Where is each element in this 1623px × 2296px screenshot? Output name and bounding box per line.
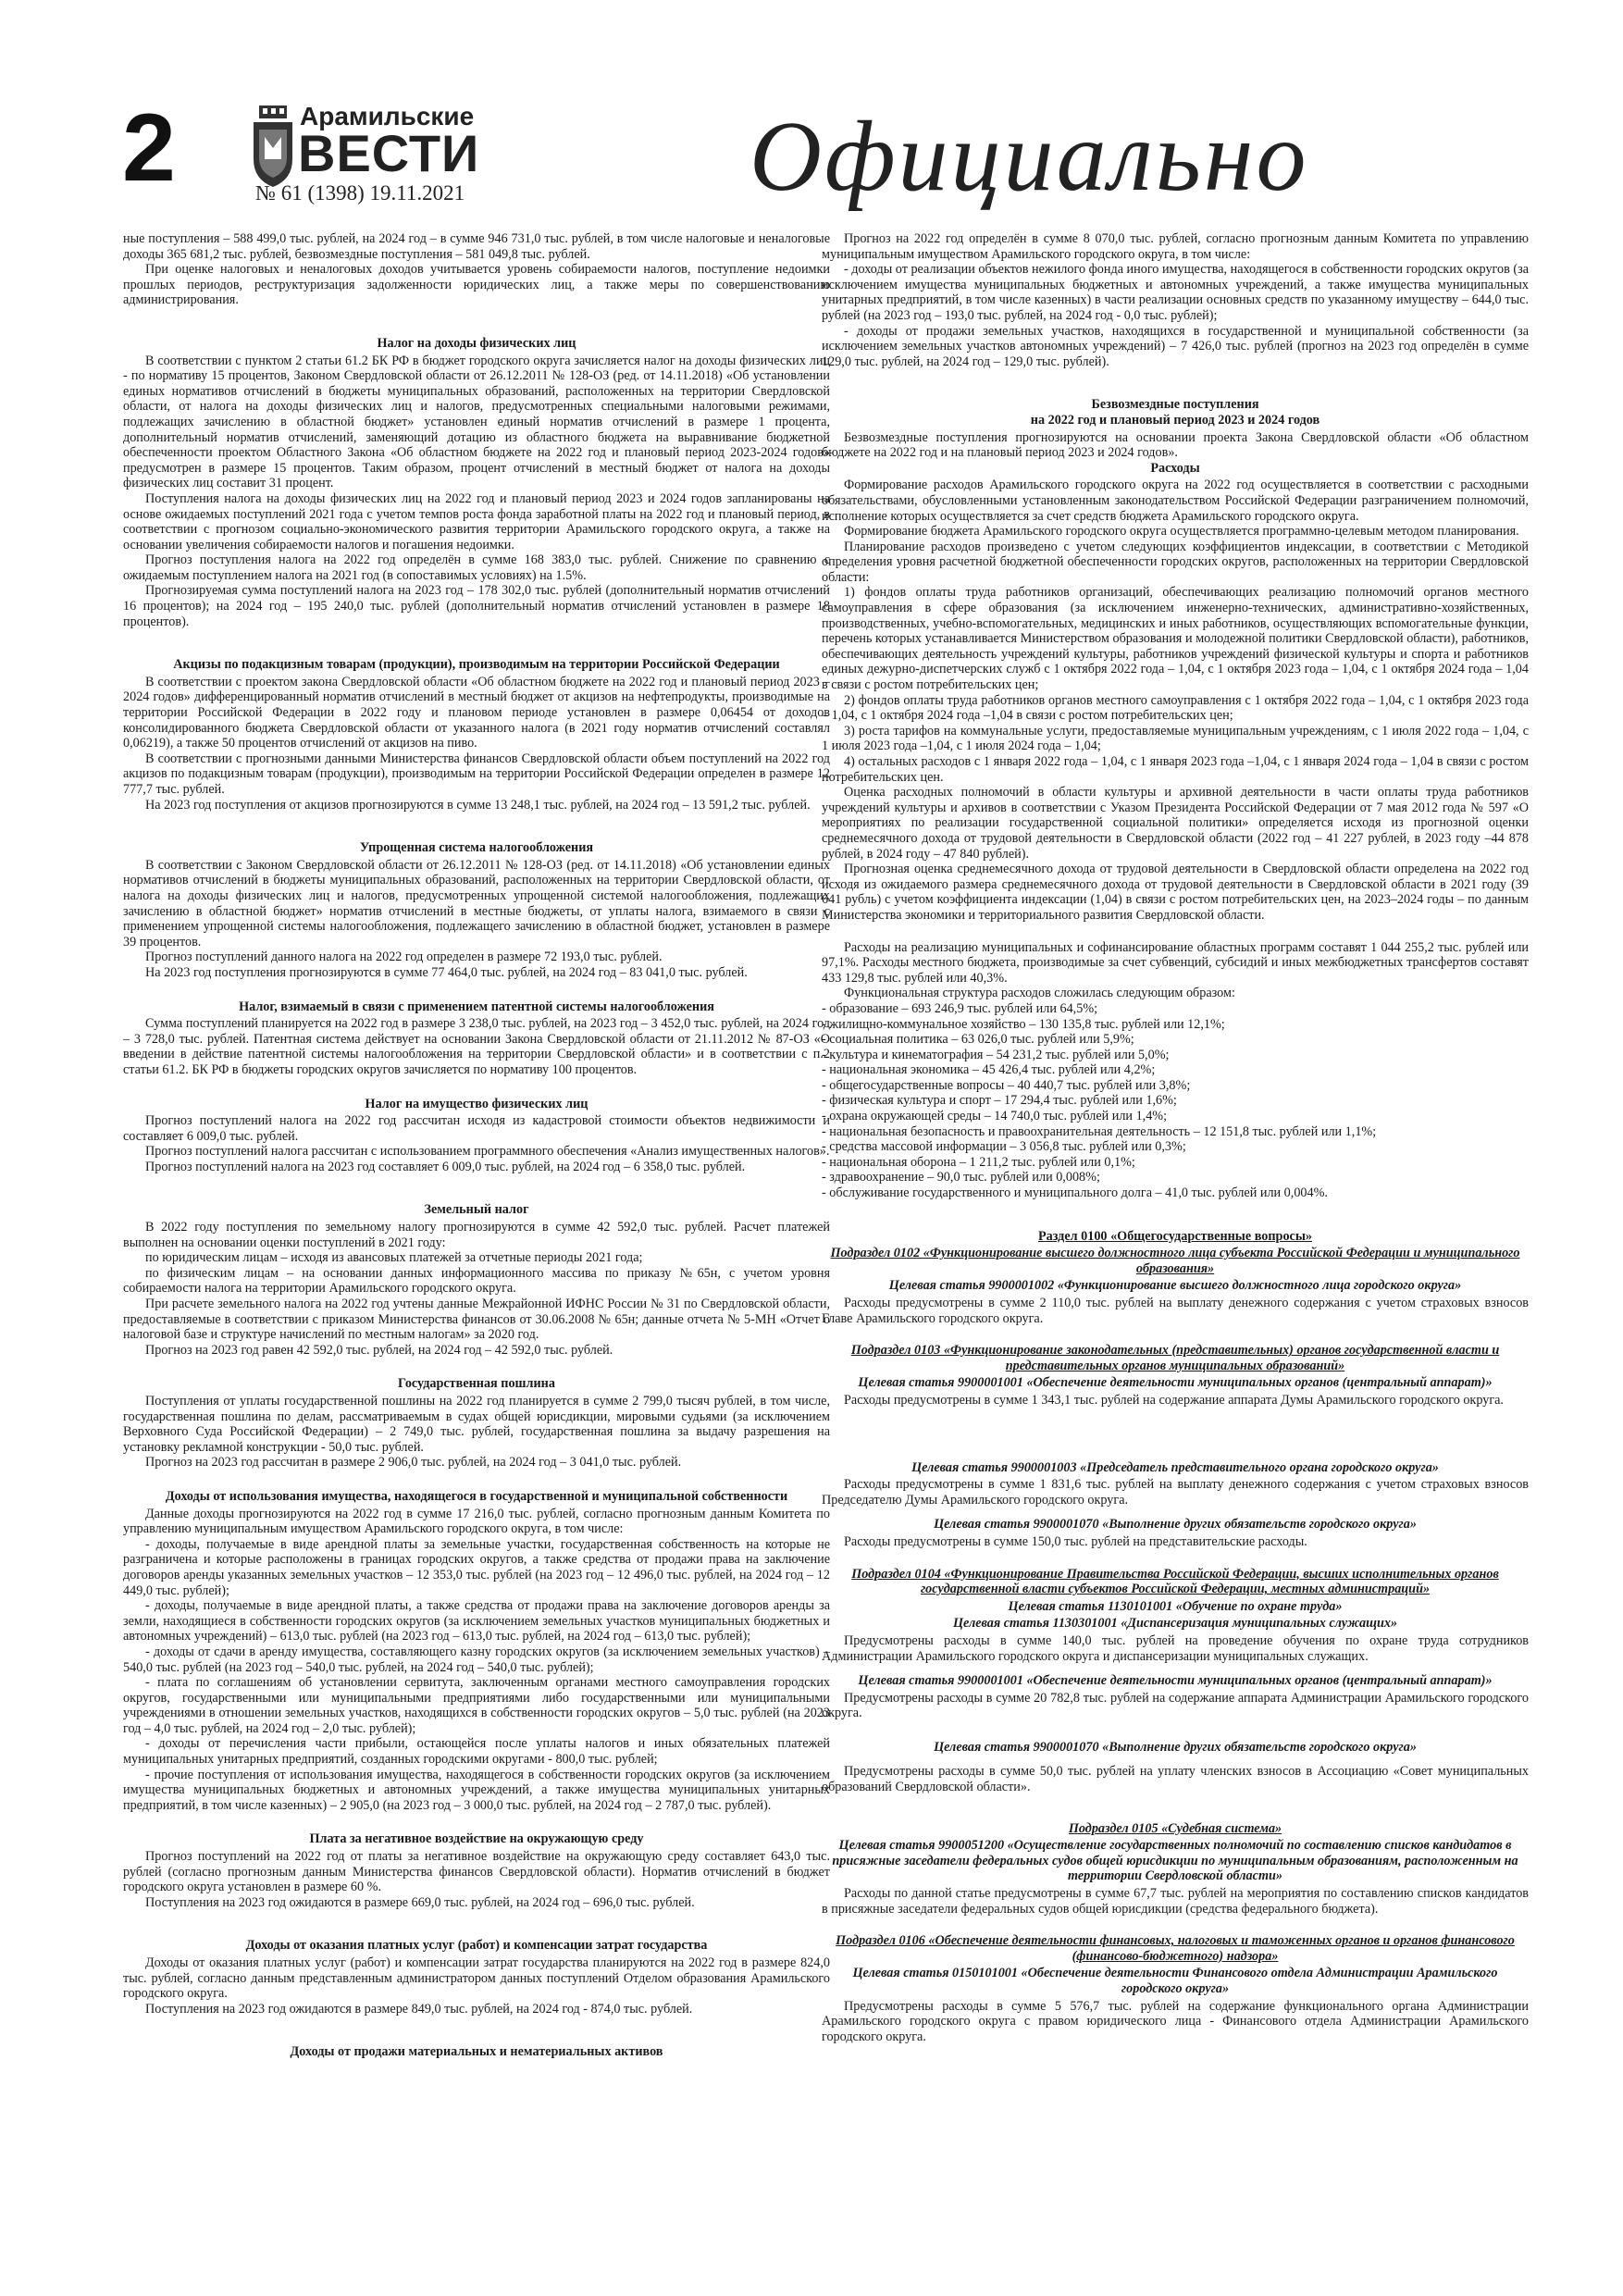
paragraph: - доходы, получаемые в виде арендной платы, а также средства от продажи права на заключение договоров аренды за земли, находящиеся в собственности городских округов (за исключением земельных участков муниципальных бюджетных и автономных учреждений) – 613,0 тыс. рублей (на 2023 год – 613,0 тыс. рублей, на 2024 год – 613,0 тыс. рублей); — [123, 1598, 830, 1644]
paragraph: - доходы от продажи земельных участков, находящихся в государственной и муниципальной собственности (за исключением земельных участков автономных учреждений) – 7 426,0 тыс. рублей (прогноз на 2023 год определён в сумме 129,0 тыс. рублей, на 2024 год – 129,0 тыс. рублей). — [822, 323, 1529, 369]
paragraph: Расходы на реализацию муниципальных и софинансирование областных программ составят 1 044 255,2 тыс. рублей или 97,1%. Расходы местного бюджета, производимые за счет субвенций, субсидий и иных межбюджетных трансфертов составят 433 129,8 тыс. рублей или 40,3%. — [822, 939, 1529, 986]
paragraph: Прогнозируемая сумма поступлений налога на 2023 год – 178 302,0 тыс. рублей (дополнительный норматив отчислений 16 процентов); на 2024 год – 195 240,0 тыс. рублей (дополнительный норматив отчислений установлен в размере 18 процентов). — [123, 583, 830, 629]
heading-celevaya-statya: Целевая статья 9900001001 «Обеспечение деятельности муниципальных органов (центральный аппарат)» — [858, 1673, 1493, 1689]
heading-celevaya-statya: Целевая статья 9900001003 «Председатель представительного органа городского округа» — [911, 1459, 1439, 1475]
list-item: - охрана окружающей среды – 14 740,0 тыс. рублей или 1,4%; — [822, 1109, 1168, 1124]
heading-podrazdel-0103: Подраздел 0103 «Функционирование законодательных (представительных) органов государственной власти и представительных органов муниципальных образований» — [850, 1343, 1500, 1373]
paragraph: Предусмотрены расходы в сумме 50,0 тыс. рублей на уплату членских взносов в Ассоциацию «Совет муниципальных образований Свердловской области». — [822, 1764, 1529, 1795]
heading-celevaya-statya: Целевая статья 9900001001 «Обеспечение деятельности муниципальных органов (центральный аппарат)» — [858, 1375, 1493, 1391]
paragraph: При оценке налоговых и неналоговых доходов учитывается уровень собираемости налогов, поступление недоимки прошлых периодов, реструктуризация задолженности юридических лиц, а также меры по совершенствованию администрирования. — [123, 262, 830, 308]
masthead — [0, 0, 1623, 231]
page-number: 2 — [122, 94, 176, 202]
paragraph: Предусмотрены расходы в сумме 140,0 тыс. рублей на проведение обучения по охране труда сотрудников Администрации Арамильского городского округа и диспансеризации муниципальных служащих. — [822, 1632, 1529, 1664]
heading-bezvozmezdnye: Безвозмездные поступления — [1091, 397, 1259, 413]
heading-celevaya-statya: Целевая статья 0150101001 «Обеспечение деятельности Финансового отдела Администрации Арамильского городского округа» — [852, 1966, 1498, 1996]
paragraph: Данные доходы прогнозируются на 2022 год в сумме 17 216,0 тыс. рублей, согласно прогнозным данным Комитета по управлению муниципальным имуществом Арамильского городского округа, в том числе: — [123, 1506, 830, 1537]
list-item: - образование – 693 246,9 тыс. рублей или 64,5%; — [822, 1000, 1098, 1016]
paragraph: Прогноз поступлений налога на 2023 год составляет 6 009,0 тыс. рублей, на 2024 год – 6 358,0 тыс. рублей. — [145, 1159, 746, 1174]
heading-celevaya-statya: Целевая статья 9900001002 «Функционирование высшего должностного лица городского округа» — [888, 1278, 1462, 1294]
heading-gosposhlina: Государственная пошлина — [398, 1376, 555, 1392]
paragraph: Расходы предусмотрены в сумме 2 110,0 тыс. рублей на выплату денежного содержания с учетом страховых взносов Главе Арамильского городского округа. — [822, 1296, 1529, 1326]
heading-podrazdel-0105: Подраздел 0105 «Судебная система» — [1068, 1820, 1282, 1836]
paragraph: Поступления от уплаты государственной пошлины на 2022 год планируется в сумме 2 799,0 тысяч рублей, в том числе, государственная пошлина по делам, рассматриваемым в судах общей юрисдикции, мировыми судьями (за исключением Верховного Суда Российской Федерации) – 2 749,0 тыс. рублей, государственная пошлина за выдачу разрешения на установку рекламной конструкции - 50,0 тыс. рублей. — [123, 1394, 830, 1455]
heading-prodazha-aktivov: Доходы от продажи материальных и нематериальных активов — [290, 2044, 663, 2060]
paragraph: - плата по соглашениям об установлении сервитута, заключенным органами местного самоуправления городских округов, государственными или муниципальными предприятиями либо государственными или муниципальными учреждениями в отношении земельных участков, находящихся в собственности городских округов – 5,0 тыс. рублей (на 2023 год – 4,0 тыс. рублей, на 2024 год – 2,0 тыс. рублей); — [123, 1675, 830, 1736]
paragraph: - доходы, получаемые в виде арендной платы за земельные участки, государственная собственность на которые не разграничена и которые расположены в границах городских округов, а также средства от продажи права на заключение договоров аренды указанных земельных участков – 12 353,0 тыс. рублей (на 2023 год – 12 496,0 тыс. рублей, на 2024 год – 12 449,0 тыс. рублей); — [123, 1536, 830, 1598]
heading-celevaya-statya: Целевая статья 1130301001 «Диспансеризация муниципальных служащих» — [952, 1616, 1398, 1632]
heading-rashody: Расходы — [1150, 460, 1200, 476]
paragraph: На 2023 год поступления прогнозируются в сумме 77 464,0 тыс. рублей, на 2024 год – 83 041,0 тыс. рублей. — [145, 964, 748, 980]
paragraph: Прогноз поступлений налога на 2022 год рассчитан исходя из кадастровой стоимости объектов недвижимости и составляет 6 009,0 тыс. рублей. — [123, 1113, 830, 1144]
logo-subtitle: Арамильские — [300, 102, 475, 130]
paragraph: Расходы по данной статье предусмотрены в сумме 67,7 тыс. рублей на мероприятия по составлению списков кандидатов в присяжные заседатели федеральных судов общей юрисдикции (средства федерального бюджета). — [822, 1886, 1529, 1917]
paragraph: 1) фондов оплаты труда работников организаций, обеспечивающих реализацию полномочий органов местного самоуправления в сфере образования (за исключением инженерно-технических, административно-хозяйственных, производственных, учебно-вспомогательных, медицинских и иных работников, осуществляющих вспомогательные функции, перечень которых устанавливается Министерством образования и молодежной политики Свердловской области), работников, обеспечивающих деятельность учреждений культуры, работников учреждений физической культуры и спорта и работников единых дежурно-диспетчерских служб с 1 октября 2022 года – 1,04, с 1 октября 2023 года – 1,04, с 1 октября 2024 года – 1,04 в связи с ростом потребительских цен; — [822, 585, 1529, 693]
paragraph: В соответствии с проектом закона Свердловской области «Об областном бюджете на 2022 год и плановый период 2023 – 2024 годов» дифференцированный норматив отчислений в местный бюджет от акцизов на нефтепродукты, производимые на территории Российской Федерации в 2022 году и плановом периоде установлен в размере 0,06454 от доходов консолидированного бюджета Свердловской области от указанного налога (в 2021 году норматив отчислений составлял 0,06219), а также 50 процентов отчислений от акцизов на пиво. — [123, 674, 830, 751]
paragraph: Планирование расходов произведено с учетом следующих коэффициентов индексации, в соответствии с Методикой определения уровня расчетной бюджетной обеспеченности городских округов, расположенных на территории Свердловской области: — [822, 539, 1529, 585]
heading-ndfl: Налог на доходы физических лиц — [377, 335, 576, 351]
heading-bezvozmezdnye-period: на 2022 год и плановый период 2023 и 2024 годов — [1030, 412, 1320, 428]
coat-of-arms-icon — [252, 105, 294, 187]
heading-platnye-uslugi: Доходы от оказания платных услуг (работ) и компенсации затрат государства — [245, 1938, 708, 1954]
paragraph: Прогноз на 2022 год определён в сумме 8 070,0 тыс. рублей, согласно прогнозным данным Комитета по управлению муниципальным имуществом Арамильского городского округа, в том числе: — [822, 231, 1529, 262]
paragraph: Расходы предусмотрены в сумме 1 831,6 тыс. рублей на выплату денежного содержания с учетом страховых взносов Председателю Думы Арамильского городского округа. — [822, 1477, 1529, 1508]
heading-patent: Налог, взимаемый в связи с применением патентной системы налогообложения — [239, 999, 714, 1014]
paragraph: Предусмотрены расходы в сумме 20 782,8 тыс. рублей на содержание аппарата Администрации Арамильского городского округа. — [822, 1690, 1529, 1721]
heading-usn: Упрощенная система налогообложения — [359, 840, 594, 856]
paragraph: Оценка расходных полномочий в области культуры и архивной деятельности в части оплаты труда работников учреждений культуры и архивов в соответствии с Указом Президента Российской Федерации от 7 мая 2012 года № 597 «О мероприятиях по реализации государственной социальной политики» определяется исходя из прогнозной оценки среднемесячного дохода от трудовой деятельности в Свердловской области (2022 год – 41 227 рублей, в 2023 году –44 878 рублей, в 2024 году – 47 840 рублей). — [822, 785, 1529, 862]
heading-plata-negativ: Плата за негативное воздействие на окружающую среду — [309, 1831, 644, 1847]
heading-dohody-imushchestvo: Доходы от использования имущества, находящегося в государственной и муниципальной собственности — [165, 1488, 788, 1504]
paragraph: Расходы предусмотрены в сумме 1 343,1 тыс. рублей на содержание аппарата Думы Арамильского городского округа. — [844, 1392, 1504, 1408]
heading-razdel-0100: Раздел 0100 «Общегосударственные вопросы» — [1037, 1228, 1313, 1244]
paragraph: Прогноз поступления налога на 2022 год определён в сумме 168 383,0 тыс. рублей. Снижение по сравнению с ожидаемым поступлением налога на 2021 год (в сопоставимых условиях) на 1.5%. — [123, 552, 830, 583]
paragraph: Формирование бюджета Арамильского городского округа осуществляется программно-целевым методом планирования. — [844, 524, 1519, 540]
list-item: - жилищно-коммунальное хозяйство – 130 135,8 тыс. рублей или 12,1%; — [822, 1016, 1225, 1032]
list-item: - национальная безопасность и правоохранительная деятельность – 12 151,8 тыс. рублей или 1,1%; — [822, 1123, 1377, 1139]
heading-celevaya-statya: Целевая статья 9900051200 «Осуществление государственных полномочий по составлению списков кандидатов в присяжные заседатели федеральных судов общей юрисдикции по муниципальным образованиям, расположенным на территории Свердловской области» — [832, 1838, 1518, 1884]
list-item: - здравоохранение – 90,0 тыс. рублей или 0,008%; — [822, 1170, 1100, 1185]
paragraph: ные поступления – 588 499,0 тыс. рублей, на 2024 год – в сумме 946 731,0 тыс. рублей, в том числе налоговые и неналоговые доходы 365 681,2 тыс. рублей, безвозмездные поступления – 581 049,8 тыс. рублей. — [123, 231, 830, 262]
paragraph: Поступления налога на доходы физических лиц на 2022 год и плановый период 2023 и 2024 годов запланированы на основе ожидаемых поступлений 2021 года с учетом темпов роста фонда заработной платы на 2022 год и плановый период, в соответствии с прогнозом социально-экономического развития территории Арамильского городского округа, а также на основании увеличения собираемости налогов и погашения недоимки. — [123, 490, 830, 552]
heading-imushchestvo: Налог на имущество физических лиц — [365, 1096, 588, 1111]
paragraph: Поступления на 2023 год ожидаются в размере 849,0 тыс. рублей, на 2024 год - 874,0 тыс. рублей. — [145, 2001, 693, 2017]
list-item: - национальная оборона – 1 211,2 тыс. рублей или 0,1%; — [822, 1154, 1135, 1170]
heading-zemelny: Земельный налог — [424, 1202, 529, 1218]
paragraph: Прогноз поступлений данного налога на 2022 год определен в размере 72 193,0 тыс. рублей. — [145, 949, 663, 965]
heading-celevaya-statya: Целевая статья 9900001070 «Выполнение других обязательств городского округа» — [934, 1517, 1417, 1533]
paragraph: В соответствии с прогнозными данными Министерства финансов Свердловской области объем поступлений на 2022 год акцизов по подакцизным товарам (продукции), производимым на территории Российской Федерации определен в размере 12 777,7 тыс. рублей. — [123, 751, 830, 797]
paragraph: При расчете земельного налога на 2022 год учтены данные Межрайонной ИФНС России № 31 по Свердловской области, предоставляемые в соответствии с приказом Министерства финансов от 30.06.2008 № 65н; данные отчета № 5-МН «Отчет о налоговой базе и структуре начислений по местным налогам» за 2020 год. — [123, 1297, 830, 1343]
paragraph: В соответствии с Законом Свердловской области от 26.12.2011 № 128-ОЗ (ред. от 14.11.2018) «Об установлении единых нормативов отчислений в бюджеты муниципальных образований, расположенных на территории Свердловской области, от налога на доходы физических лиц и налогов, предусмотренных упрощенной системой налогообложения, подлежащих зачислению в областной бюджет» норматив отчислений в местные бюджеты, от уплаты налога, взимаемого в связи с применением упрощенной системы налогообложения, подлежащего зачислению в областной бюджет, установлен в размере 39 процентов. — [123, 857, 830, 949]
paragraph: Формирование расходов Арамильского городского округа на 2022 год осуществляется в соответствии с расходными обязательствами, обусловленными установленным законодательством Российской Федерации разграничением полномочий, исполнение которых осуществляется за счет средств бюджета Арамильского городского округа. — [822, 478, 1529, 524]
paragraph: На 2023 год поступления от акцизов прогнозируются в сумме 13 248,1 тыс. рублей, на 2024 год – 13 591,2 тыс. рублей. — [145, 797, 811, 813]
paragraph: 3) роста тарифов на коммунальные услуги, предоставляемые муниципальным учреждениям, с 1 июля 2022 года – 1,04, с 1 июля 2023 года –1,04, с 1 июля 2024 года – 1,04; — [822, 723, 1529, 754]
list-item: - культура и кинематография – 54 231,2 тыс. рублей или 5,0%; — [822, 1047, 1170, 1062]
heading-podrazdel-0104: Подраздел 0104 «Функционирование Правительства Российской Федерации, высших исполнительных органов государственной власти субъектов Российской Федерации, местных администраций» — [851, 1566, 1499, 1597]
section-title: Официально — [750, 102, 1309, 212]
paragraph: - доходы от сдачи в аренду имущества, составляющего казну городских округов (за исключением земельных участков) – 540,0 тыс. рублей (на 2023 год – 540,0 тыс. рублей, на 2024 год – 540,0 тыс. рублей); — [123, 1644, 830, 1675]
paragraph: Сумма поступлений планируется на 2022 год в размере 3 238,0 тыс. рублей, на 2023 год – 3 452,0 тыс. рублей, на 2024 год – 3 728,0 тыс. рублей. Патентная система действует на основании Закона Свердловской области от 21.11.2012 № 87-ОЗ «О введении в действие патентной системы налогообложения на территории Свердловской области» и в соответствии с п.2 статьи 61.2. БК РФ в бюджеты городских округов зачисляется по нормативу 100 процентов. — [123, 1016, 830, 1077]
right-column — [822, 231, 1529, 2277]
list-item: - национальная экономика – 45 426,4 тыс. рублей или 4,2%; — [822, 1062, 1156, 1078]
list-item: - физическая культура и спорт – 17 294,4 тыс. рублей или 1,6%; — [822, 1093, 1177, 1109]
paragraph: Поступления на 2023 год ожидаются в размере 669,0 тыс. рублей, на 2024 год – 696,0 тыс. рублей. — [145, 1894, 695, 1910]
issue-info: № 61 (1398) 19.11.2021 — [255, 181, 465, 205]
heading-akcizy: Акцизы по подакцизным товарам (продукции), производимым на территории Российской Федерации — [173, 657, 780, 673]
heading-podrazdel-0102: Подраздел 0102 «Функционирование высшего должностного лица субъекта Российской Федерации и муниципального образования» — [830, 1246, 1520, 1276]
heading-podrazdel-0106: Подраздел 0106 «Обеспечение деятельности финансовых, налоговых и таможенных органов и органов финансового (финансово-бюджетного) надзора» — [836, 1933, 1515, 1964]
paragraph: 2) фондов оплаты труда работников органов местного самоуправления с 1 октября 2022 года – 1,04, с 1 октября 2023 года – 1,04, с 1 октября 2024 года –1,04 в связи с ростом потребительских цен; — [822, 692, 1529, 724]
left-column — [123, 231, 830, 2277]
paragraph: по физическим лицам – на основании данных информационного массива по приказу №65н, с учетом уровня собираемости налога на территории Арамильского городского округа. — [123, 1265, 830, 1297]
paragraph: В 2022 году поступления по земельному налогу прогнозируются в сумме 42 592,0 тыс. рублей. Расчет платежей выполнен на основании оценки поступлений в 2021 году: — [123, 1220, 830, 1250]
paragraph: - доходы от перечисления части прибыли, остающейся после уплаты налогов и иных обязательных платежей муниципальных унитарных предприятий, созданных городскими округами - 800,0 тыс. рублей; — [123, 1736, 830, 1768]
paragraph: 4) остальных расходов с 1 января 2022 года – 1,04, с 1 января 2023 года –1,04, с 1 января 2024 года – 1,04 в связи с ростом потребительских цен. — [822, 754, 1529, 785]
paragraph: - доходы от реализации объектов нежилого фонда иного имущества, находящегося в собственности городских округов (за исключением имущества муниципальных бюджетных и автономных учреждений, а также имущества муниципальных унитарных предприятий, в том числе казенных) в части реализации основных средств по указанному имуществу – 644,0 тыс. рублей (на 2023 год – 193,0 тыс. рублей, на 2024 год - 0,0 тыс. рублей); — [822, 262, 1529, 323]
paragraph: Прогноз на 2023 год равен 42 592,0 тыс. рублей, на 2024 год – 42 592,0 тыс. рублей. — [145, 1342, 613, 1358]
list-item: - обслуживание государственного и муниципального долга – 41,0 тыс. рублей или 0,004%. — [822, 1185, 1328, 1201]
logo-title: ВЕСТИ — [298, 124, 480, 182]
list-item: - общегосударственные вопросы – 40 440,7 тыс. рублей или 3,8%; — [822, 1077, 1191, 1093]
paragraph: В соответствии с пунктом 2 статьи 61.2 БК РФ в бюджет городского округа зачисляется налог на доходы физических лиц - по нормативу 15 процентов, Законом Свердловской области от 26.12.2011 № 128-ОЗ (ред. от 14.11.2018) «Об установлении единых нормативов отчислений в бюджеты муниципальных образований, расположенных на территории Свердловской области, от налога на доходы физических лиц и налогов, предусмотренных специальными налоговыми режимами, подлежащих зачислению в областной бюджет» установлен единый норматив отчислений в размере 1 процента, дополнительный норматив отчислений, заменяющий дотацию из областного бюджета на выравнивание бюджетной обеспеченности проектом Областного Закона «Об областном бюджете на 2022 год и плановый период 2023-2024 годов» предусмотрен в размере 15 процентов. Таким образом, процент отчислений в местный бюджет от налога на доходы физических лиц составит 31 процент. — [123, 353, 830, 491]
paragraph: Прогноз на 2023 год рассчитан в размере 2 906,0 тыс. рублей, на 2024 год – 3 041,0 тыс. рублей. — [145, 1455, 682, 1471]
paragraph: Прогноз поступлений на 2022 год от платы за негативное воздействие на окружающую среду составляет 643,0 тыс. рублей (согласно прогнозным данным Министерства финансов Свердловской области). Норматив отчислений в бюджет городского округа установлен в размере 60 %. — [123, 1849, 830, 1895]
paragraph: Прогноз поступлений налога рассчитан с использованием программного обеспечения «Анализ имущественных налогов». — [145, 1144, 830, 1160]
heading-celevaya-statya: Целевая статья 1130101001 «Обучение по охране труда» — [1008, 1598, 1343, 1614]
paragraph: Доходы от оказания платных услуг (работ) и компенсации затрат государства планируются на 2022 год в размере 824,0 тыс. рублей, согласно данным представленным администратором данных поступлений Отделом образования Арамильского городского округа. — [123, 1955, 830, 2002]
heading-celevaya-statya: Целевая статья 9900001070 «Выполнение других обязательств городского округа» — [934, 1739, 1417, 1755]
paragraph: - прочие поступления от использования имущества, находящегося в собственности городских округов (за исключением имущества муниципальных бюджетных и автономных учреждений, а также имущества муниципальных унитарных предприятий, в том числе казенных) – 2 905,0 (на 2023 год – 3 000,0 тыс. рублей, на 2024 год – 2 787,0 тыс. рублей). — [123, 1767, 830, 1813]
list-item: - социальная политика – 63 026,0 тыс. рублей или 5,9%; — [822, 1032, 1134, 1048]
paragraph: Расходы предусмотрены в сумме 150,0 тыс. рублей на представительские расходы. — [844, 1533, 1307, 1549]
paragraph: Предусмотрены расходы в сумме 5 576,7 тыс. рублей на содержание функционального органа Администрации Арамильского городского округа с правом юридического лица - Финансового отдела Администрации Арамильского городского округа. — [822, 1998, 1529, 2044]
paragraph: Функциональная структура расходов сложилась следующим образом: — [844, 986, 1235, 1001]
paragraph: Прогнозная оценка среднемесячного дохода от трудовой деятельности в Свердловской области определена на 2022 год исходя из ожидаемого размера среднемесячного дохода от трудовой деятельности в Свердловской области в 2021 году (39 641 рубль) с учетом коэффициента индексации (1,04) в связи с ростом потребительских цен, на 2023–2024 годы – по данным Министерства экономики и территориального развития Свердловской области. — [822, 862, 1529, 923]
paragraph: по юридическим лицам – исходя из авансовых платежей за отчетные периоды 2021 года; — [145, 1250, 643, 1266]
list-item: - средства массовой информации – 3 056,8 тыс. рублей или 0,3%; — [822, 1139, 1186, 1155]
paragraph: Безвозмездные поступления прогнозируются на основании проекта Закона Свердловской области «Об областном бюджете на 2022 год и на плановый период 2023 и 2024 годов». — [822, 429, 1529, 461]
